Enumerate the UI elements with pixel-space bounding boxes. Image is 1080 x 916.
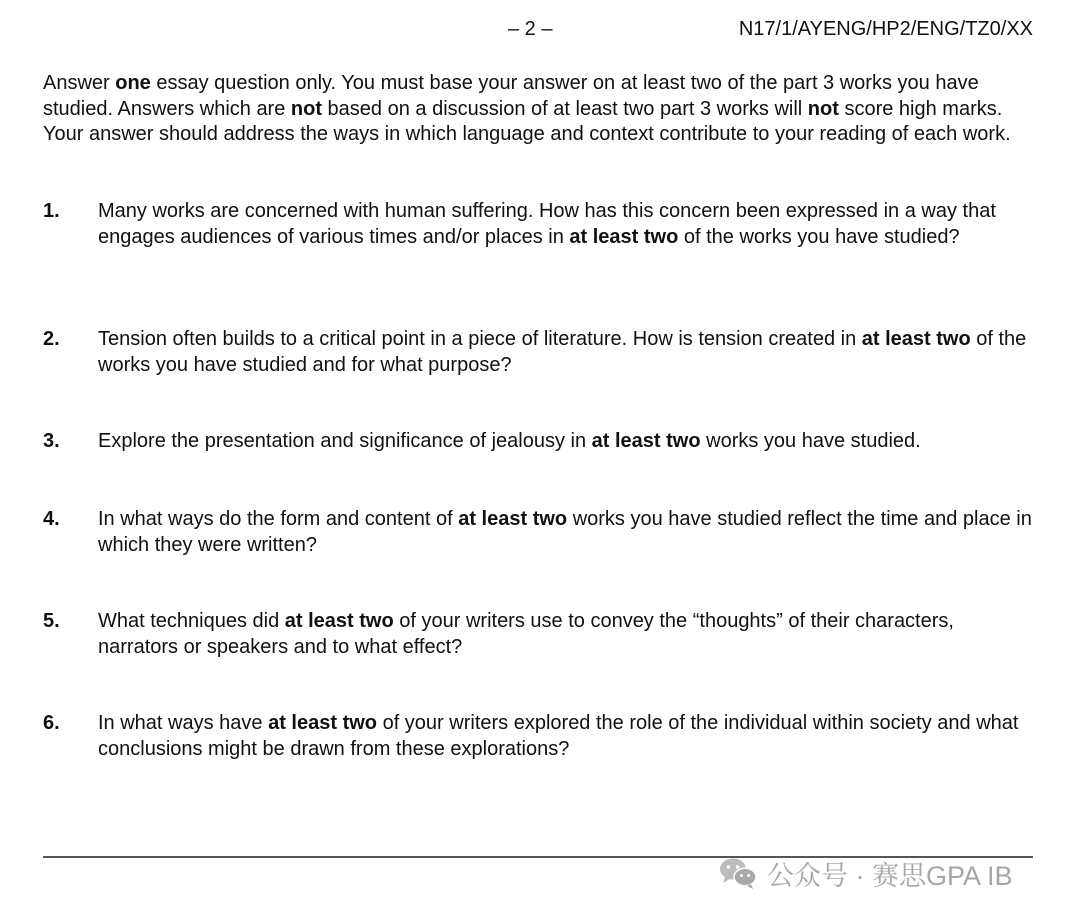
question-3 [43, 429, 1038, 455]
question-text: Explore the presentation and significance of jealousy in at least two works you have studied. [98, 430, 921, 452]
question-1 [43, 199, 1038, 250]
question-text: Many works are concerned with human suffering. How has this concern been expressed in a way that engages audiences of various times and/or places in at least two of the works you have studied? [98, 200, 996, 248]
question-text: What techniques did at least two of your writers use to convey the “thoughts” of their characters, narrators or speakers and to what effect? [98, 610, 954, 658]
question-number: 3. [43, 430, 60, 452]
question-text: Tension often builds to a critical point in a piece of literature. How is tension created in at least two of the works you have studied and for what purpose? [98, 328, 1027, 376]
question-4 [43, 507, 1038, 558]
question-number: 6. [43, 712, 60, 734]
question-number: 1. [43, 200, 60, 222]
question-number: 5. [43, 610, 60, 632]
wechat-icon [718, 856, 758, 890]
question-6 [43, 711, 1038, 762]
exam-instructions: Answer one essay question only. You must base your answer on at least two of the part 3 works you have studied. Answers which are not based on a discussion of at least two part 3 works will not score high marks. Your answer should address the ways in which language and context contribute to your reading of each work. [43, 72, 1011, 145]
page-number: – 2 – [508, 18, 553, 40]
watermark-text: 公众号 · 赛思GPA IB [767, 860, 1013, 891]
question-text: In what ways do the form and content of at least two works you have studied reflect the time and place in which they were written? [98, 508, 1032, 556]
question-2 [43, 327, 1038, 378]
question-number: 2. [43, 328, 60, 350]
question-text: In what ways have at least two of your writers explored the role of the individual within society and what conclusions might be drawn from these explorations? [98, 712, 1019, 760]
watermark [718, 855, 1013, 891]
question-number: 4. [43, 508, 60, 530]
paper-code: N17/1/AYENG/HP2/ENG/TZ0/XX [738, 18, 1033, 40]
question-5 [43, 609, 1038, 660]
